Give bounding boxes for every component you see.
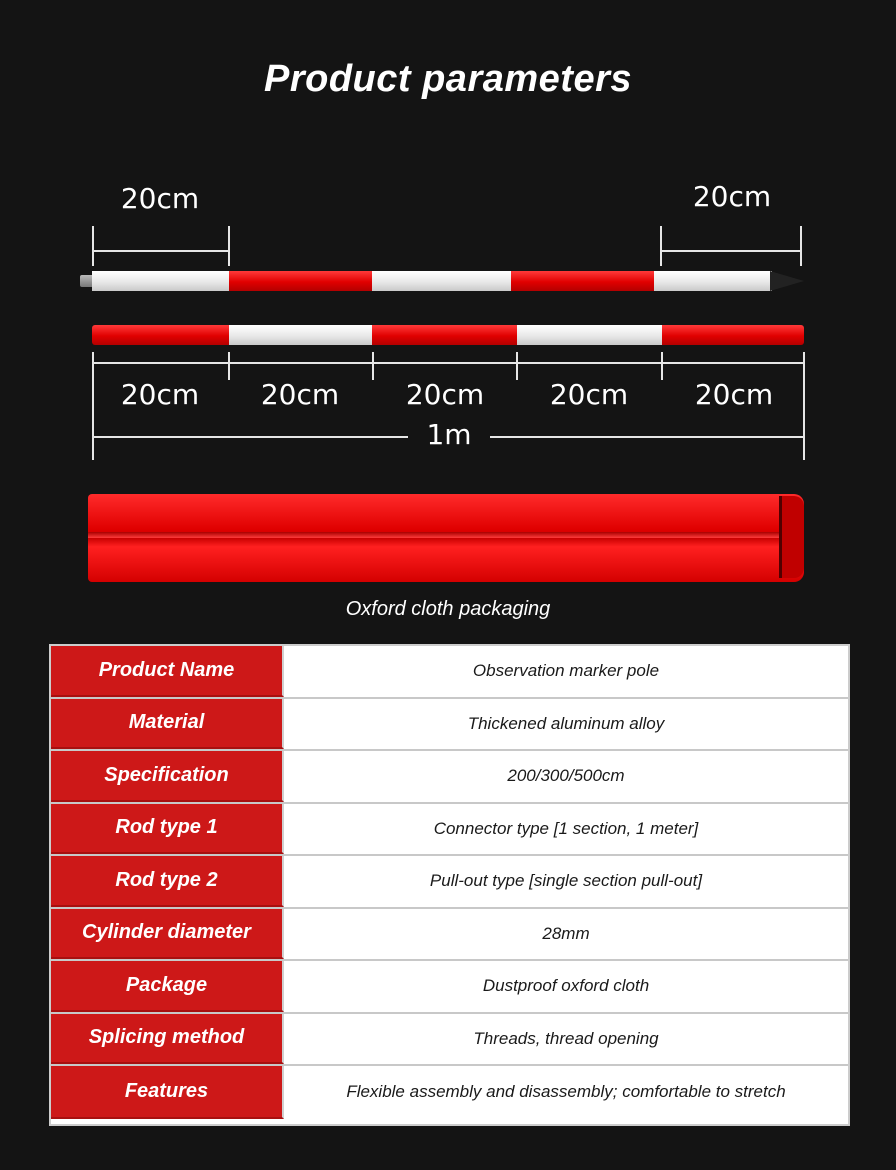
bottom-pole	[92, 325, 804, 345]
bag-zipper-end	[779, 496, 804, 578]
spec-table	[49, 644, 850, 1126]
row-key: Rod type 2	[51, 856, 284, 907]
top-left-tick-a	[92, 226, 94, 266]
bottom-tick	[803, 352, 805, 460]
row-value: Pull-out type [single section pull-out]	[429, 871, 703, 891]
top-pole-segment	[372, 271, 511, 291]
top-right-tick-b	[800, 226, 802, 266]
top-right-tick-a	[660, 226, 662, 266]
top-pole-spike-tip	[770, 271, 804, 291]
bottom-tick	[372, 352, 374, 380]
row-key: Rod type 1	[51, 804, 284, 855]
page-title: Product parameters	[263, 58, 632, 100]
row-value: Observation marker pole	[472, 661, 660, 681]
row-key: Features	[51, 1066, 284, 1119]
bottom-tick	[92, 352, 94, 460]
table-row	[51, 804, 848, 857]
bottom-segments-dimension-line	[92, 362, 805, 364]
row-key: Material	[51, 699, 284, 750]
table-row	[51, 699, 848, 752]
top-right-dimension-line	[660, 250, 802, 252]
table-row	[51, 909, 848, 962]
total-length-line-left	[92, 436, 408, 438]
row-value: Threads, thread opening	[473, 1028, 659, 1048]
top-left-length-label: 20cm	[120, 182, 200, 215]
row-key: Cylinder diameter	[51, 909, 284, 960]
bottom-tick	[661, 352, 663, 380]
top-pole	[92, 271, 772, 291]
row-value: Connector type [1 section, 1 meter]	[433, 818, 699, 838]
top-left-dimension-line	[92, 250, 230, 252]
row-value: 200/300/500cm	[507, 766, 625, 786]
row-value: 28mm	[542, 923, 590, 943]
segment-length-label: 20cm	[120, 378, 200, 411]
table-row	[51, 1066, 848, 1119]
row-value: Dustproof oxford cloth	[482, 976, 650, 996]
table-row	[51, 856, 848, 909]
table-row	[51, 961, 848, 1014]
oxford-cloth-bag	[88, 494, 804, 582]
bottom-pole-segment	[662, 325, 804, 345]
top-right-length-label: 20cm	[692, 180, 772, 213]
table-row	[51, 1014, 848, 1067]
table-row	[51, 751, 848, 804]
table-row	[51, 646, 848, 699]
total-length-line-right	[490, 436, 805, 438]
bottom-pole-segment	[92, 325, 229, 345]
bottom-tick	[228, 352, 230, 380]
top-pole-segment	[229, 271, 372, 291]
row-value: Thickened aluminum alloy	[467, 713, 665, 733]
row-key: Splicing method	[51, 1014, 284, 1065]
total-length-label: 1m	[426, 418, 472, 451]
bag-seam	[88, 532, 804, 538]
top-pole-segment	[92, 271, 229, 291]
row-key: Product Name	[51, 646, 284, 697]
top-pole-segment	[654, 271, 772, 291]
top-pole-segment	[511, 271, 654, 291]
bottom-pole-segment	[372, 325, 517, 345]
segment-length-label: 20cm	[260, 378, 340, 411]
bottom-pole-segment	[517, 325, 662, 345]
packaging-caption: Oxford cloth packaging	[345, 598, 551, 620]
row-key: Package	[51, 961, 284, 1012]
row-value: Flexible assembly and disassembly; comfortable to stretch	[346, 1082, 786, 1102]
segment-length-label: 20cm	[405, 378, 485, 411]
segment-length-label: 20cm	[549, 378, 629, 411]
row-key: Specification	[51, 751, 284, 802]
top-left-tick-b	[228, 226, 230, 266]
segment-length-label: 20cm	[694, 378, 774, 411]
bottom-tick	[516, 352, 518, 380]
bottom-pole-segment	[229, 325, 372, 345]
